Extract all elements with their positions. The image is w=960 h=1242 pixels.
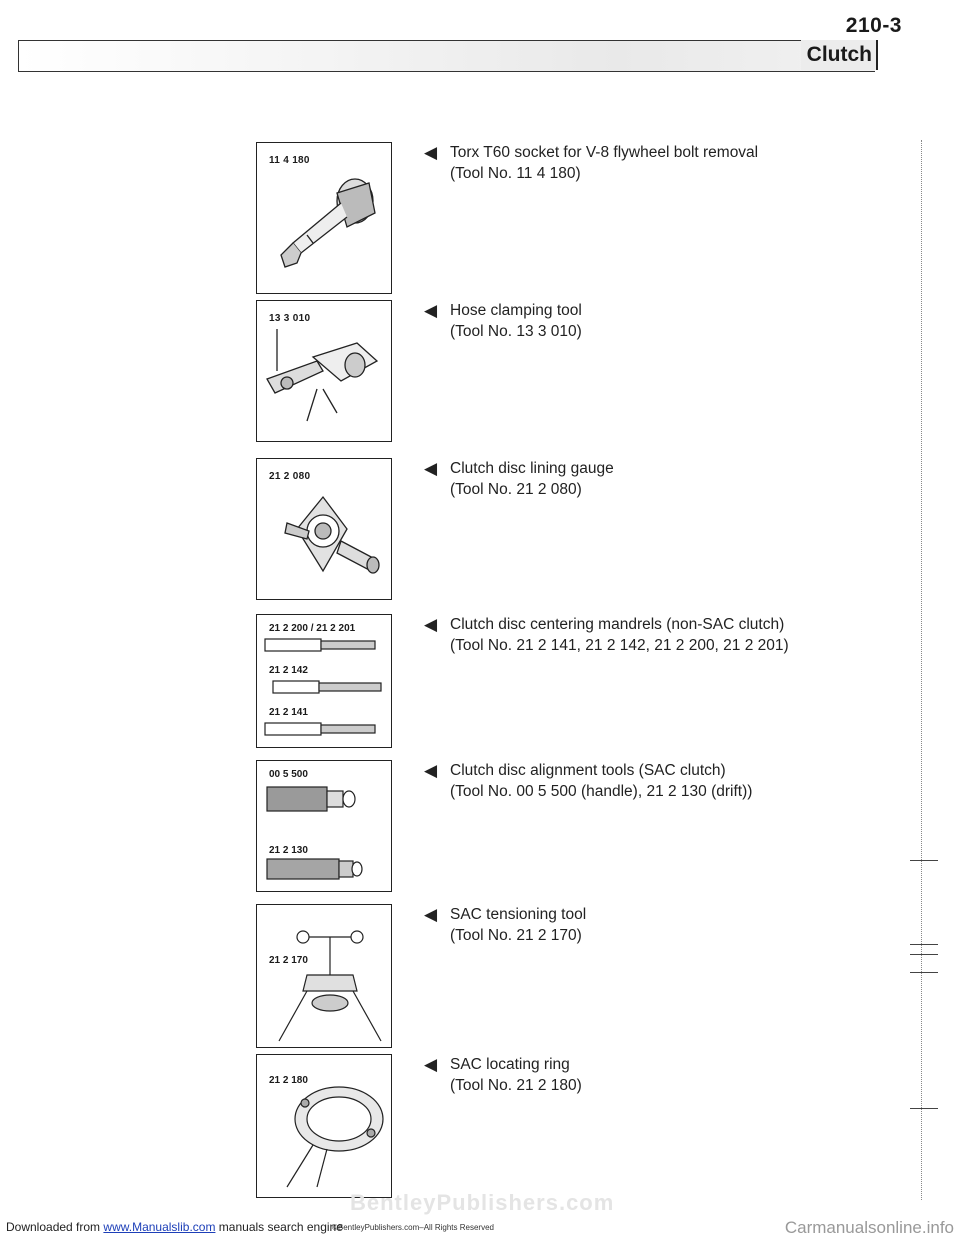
tool-figure xyxy=(256,1054,392,1198)
tool-title: Torx T60 socket for V-8 flywheel bolt removal xyxy=(450,144,759,161)
tool-number: (Tool No. 21 2 170) xyxy=(450,927,582,944)
figure-label: 21 2 170 xyxy=(269,955,308,966)
tool-description xyxy=(424,760,854,802)
pointer-arrow-icon: ◀ xyxy=(424,615,438,634)
tool-title: Clutch disc lining gauge xyxy=(450,460,614,477)
tool-title: SAC tensioning tool xyxy=(450,906,587,923)
tool-title: SAC locating ring xyxy=(450,1056,570,1073)
tool-description xyxy=(424,1054,854,1096)
lining-gauge-illustration xyxy=(257,459,391,599)
pointer-arrow-icon: ◀ xyxy=(424,143,438,162)
footer-site-link[interactable]: Carmanualsonline.info xyxy=(784,1218,954,1237)
pointer-arrow-icon: ◀ xyxy=(424,301,438,320)
figure-label: 21 2 130 xyxy=(269,845,308,856)
margin-tick xyxy=(910,944,938,945)
locating-ring-illustration xyxy=(257,1055,391,1197)
margin-tick xyxy=(910,972,938,973)
tool-number: (Tool No. 21 2 180) xyxy=(450,1077,582,1094)
pointer-arrow-icon: ◀ xyxy=(424,1055,438,1074)
tool-description xyxy=(424,142,854,184)
alignment-tools-illustration xyxy=(257,761,391,891)
figure-label: 21 2 080 xyxy=(269,471,311,482)
tool-number: (Tool No. 13 3 010) xyxy=(450,323,582,340)
figure-label: 00 5 500 xyxy=(269,769,308,780)
hose-clamp-illustration xyxy=(257,301,391,441)
tool-number: (Tool No. 21 2 141, 21 2 142, 21 2 200, 21 2 201) xyxy=(450,637,789,654)
figure-label: 21 2 141 xyxy=(269,707,308,718)
pointer-arrow-icon: ◀ xyxy=(424,905,438,924)
figure-label: 21 2 200 / 21 2 201 xyxy=(269,623,356,634)
tool-description xyxy=(424,904,854,946)
pointer-arrow-icon: ◀ xyxy=(424,761,438,780)
margin-tick xyxy=(910,954,938,955)
tool-number: (Tool No. 00 5 500 (handle), 21 2 130 (drift)) xyxy=(450,783,753,800)
footer-tagline: manuals search engine xyxy=(218,1220,343,1234)
pointer-arrow-icon: ◀ xyxy=(424,459,438,478)
footer-downloaded-from: Downloaded from xyxy=(6,1220,101,1234)
tool-figure xyxy=(256,458,392,600)
tensioning-tool-illustration xyxy=(257,905,391,1047)
figure-label: 21 2 142 xyxy=(269,665,308,676)
tool-title: Clutch disc alignment tools (SAC clutch) xyxy=(450,762,726,779)
tool-figure xyxy=(256,760,392,892)
mandrels-illustration xyxy=(257,615,391,747)
tool-figure xyxy=(256,142,392,294)
tool-figure xyxy=(256,614,392,748)
tool-number: (Tool No. 21 2 080) xyxy=(450,481,582,498)
footer-copyright: ©BentleyPublishers.com–All Rights Reserved xyxy=(332,1223,494,1232)
torx-socket-illustration xyxy=(257,143,391,293)
tool-title: Hose clamping tool xyxy=(450,302,582,319)
margin-tick xyxy=(910,860,938,861)
manualslib-link[interactable]: www.Manualslib.com xyxy=(103,1220,216,1234)
margin-tick xyxy=(910,1108,938,1109)
figure-label: 13 3 010 xyxy=(269,313,311,324)
tool-description xyxy=(424,458,854,500)
figure-label: 21 2 180 xyxy=(269,1075,308,1086)
header-bar xyxy=(18,40,875,72)
page-number: 210-3 xyxy=(845,14,902,37)
tool-description xyxy=(424,614,854,656)
watermark: BentleyPublishers.com xyxy=(350,1190,615,1215)
tool-figure xyxy=(256,904,392,1048)
figure-label: 11 4 180 xyxy=(269,155,310,166)
tool-figure xyxy=(256,300,392,442)
section-title: Clutch xyxy=(801,40,878,70)
margin-marks xyxy=(910,140,940,1240)
footer-download-note xyxy=(6,1220,343,1234)
margin-edge-line xyxy=(921,140,922,1200)
tool-title: Clutch disc centering mandrels (non-SAC clutch) xyxy=(450,616,785,633)
tool-description xyxy=(424,300,854,342)
tool-number: (Tool No. 11 4 180) xyxy=(450,165,581,182)
